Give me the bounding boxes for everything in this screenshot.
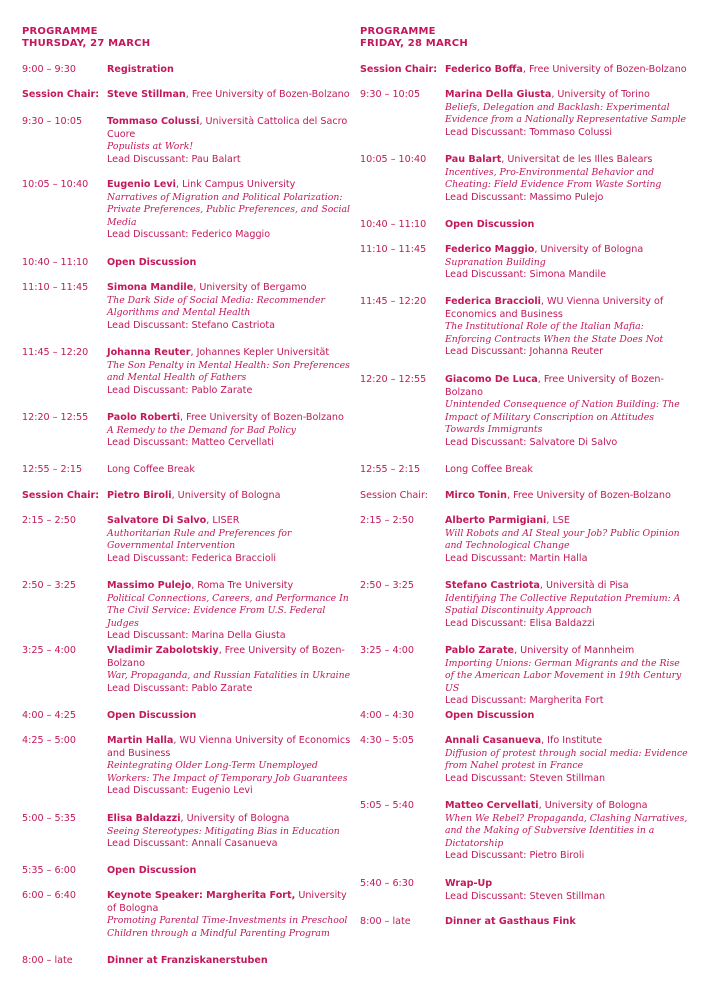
paper-title: Identifying The Collective Reputation Premium: A Spatial Discontinuity Approach [445,592,681,617]
speaker-name: Matteo Cervellati [445,800,539,811]
session-text: Long Coffee Break [107,464,195,475]
time-slot: 11:10 – 11:45 [360,244,427,255]
lead-discussant: Lead Discussant: Annalí Casanueva [107,838,278,850]
session-content [107,865,352,878]
session-title: Dinner at Franziskanerstuben [107,955,268,966]
time-slot: 4:30 – 5:05 [360,735,414,746]
session-content [107,710,352,723]
time-slot: Session Chair: [22,490,100,501]
speaker-affiliation: , LISER [206,515,240,526]
schedule-row [360,89,690,139]
session-content [107,282,352,332]
time-slot: Session Chair: [22,89,100,100]
schedule-row [360,464,690,477]
speaker-name: Martin Halla [107,735,174,746]
schedule-row [360,219,690,232]
schedule-row [360,296,690,359]
lead-discussant: Lead Discussant: Matteo Cervellati [107,437,274,449]
paper-title: Beliefs, Delegation and Backlash: Experimental Evidence from a Nationally Representative Sample [445,101,687,126]
session-content [445,878,690,903]
schedule-row [360,244,690,282]
time-slot: 4:00 – 4:30 [360,710,414,721]
session-content [107,490,352,503]
speaker-affiliation: , Free University of Bozen-Bolzano [185,89,350,100]
paper-title: When We Rebel? Propaganda, Clashing Narratives, and the Making of Subversive Identities in a Dictatorship [445,812,688,849]
session-content [445,374,690,450]
session-title: Dinner at Gasthaus Fink [445,916,576,927]
schedule-row [360,800,690,863]
speaker-affiliation: , University of Torino [551,89,650,100]
speaker-name: Eugenio Levi [107,179,176,190]
session-title: Wrap-Up [445,878,493,889]
schedule-row [22,64,352,77]
day-heading: FRIDAY, 28 MARCH [360,38,468,49]
session-content [107,464,352,477]
schedule-row [360,64,690,77]
speaker-affiliation: , Free University of Bozen-Bolzano [445,374,664,398]
session-content [107,412,352,450]
session-content [107,515,352,565]
schedule-row [22,515,352,565]
session-content [107,116,352,166]
speaker-name: Federico Maggio [445,244,535,255]
time-slot: 9:30 – 10:05 [360,89,421,100]
session-content [107,645,352,695]
schedule-row [360,710,690,723]
speaker-affiliation: , LSE [546,515,570,526]
time-slot: 10:40 – 11:10 [360,219,427,230]
time-slot: Session Chair: [360,490,428,501]
time-slot: 2:15 – 2:50 [22,515,76,526]
paper-title: A Remedy to the Demand for Bad Policy [107,424,296,436]
time-slot: 12:20 – 12:55 [22,412,89,423]
paper-title: Will Robots and AI Steal your Job? Public Opinion and Technological Change [445,527,680,552]
speaker-name: Pietro Biroli [107,490,172,501]
speaker-name: Massimo Pulejo [107,580,192,591]
speaker-affiliation: , WU Vienna University of Economics and Business [445,296,664,320]
speaker-name: Federico Boffa [445,64,523,75]
time-slot: 8:00 – late [22,955,73,966]
session-content [445,916,690,929]
session-content [445,645,690,708]
time-slot: 12:55 – 2:15 [22,464,83,475]
speaker-affiliation: , Università Cattolica del Sacro Cuore [107,116,348,140]
time-slot: 12:55 – 2:15 [360,464,421,475]
time-slot: 2:50 – 3:25 [22,580,76,591]
speaker-affiliation: , Free University of Bozen-Bolzano [107,645,345,669]
speaker-name: Pau Balart [445,154,502,165]
session-content [107,813,352,851]
programme-label: PROGRAMME [22,26,98,37]
thursday-column [22,26,352,966]
lead-discussant: Lead Discussant: Johanna Reuter [445,346,604,358]
session-content [445,515,690,565]
schedule-row [22,645,352,695]
schedule-row [360,580,690,630]
speaker-name: Alberto Parmigiani [445,515,547,526]
lead-discussant: Lead Discussant: Salvatore Di Salvo [445,436,618,448]
day-heading: THURSDAY, 27 MARCH [22,38,151,49]
session-title: Open Discussion [107,865,197,876]
session-content [107,89,352,102]
schedule-row [22,464,352,477]
speaker-affiliation: , Free University of Bozen-Bolzano [180,412,344,423]
session-content [107,64,352,77]
schedule-row [22,955,352,968]
lead-discussant: Lead Discussant: Pau Balart [107,153,241,165]
paper-title: The Institutional Role of the Italian Mafia: Enforcing Contracts When the State Does Not [445,321,664,345]
time-slot: 4:00 – 4:25 [22,710,76,721]
time-slot: 5:40 – 6:30 [360,878,414,889]
schedule-row [22,116,352,166]
speaker-name: Stefano Castriota [445,580,540,591]
session-content [107,955,352,968]
speaker-affiliation: , Ifo Institute [541,735,603,746]
session-content [445,464,690,477]
schedule-row [360,154,690,204]
paper-title: Populists at Work! [107,141,194,153]
speaker-name: Salvatore Di Salvo [107,515,207,526]
session-title: Open Discussion [107,710,197,721]
lead-discussant: Lead Discussant: Tommaso Colussi [445,126,613,138]
lead-discussant: Lead Discussant: Simona Mandile [445,269,607,281]
lead-discussant: Lead Discussant: Steven Stillman [445,890,606,902]
lead-discussant: Lead Discussant: Pablo Zarate [107,384,253,396]
session-content [445,154,690,204]
session-content [445,219,690,232]
lead-discussant: Lead Discussant: Stefano Castriota [107,319,275,331]
speaker-affiliation: , University of Mannheim [514,645,635,656]
time-slot: 5:05 – 5:40 [360,800,414,811]
speaker-affiliation: , University of Bologna [534,244,644,255]
session-content [445,580,690,630]
paper-title: Incentives, Pro-Environmental Behavior and Cheating: Field Evidence From Waste Sorting [445,166,662,191]
schedule-row [360,916,690,929]
schedule-row [360,878,690,903]
paper-title: Political Connections, Careers, and Performance In The Civil Service: Evidence From U.S. Federal Judges [107,592,349,629]
speaker-name: Federica Braccioli [445,296,541,307]
schedule-row [22,179,352,242]
time-slot: 12:20 – 12:55 [360,374,427,385]
speaker-affiliation: University of Bologna [107,890,347,914]
speaker-affiliation: , Roma Tre University [191,580,294,591]
paper-title: Narratives of Migration and Political Polarization: Private Preferences, Public Preferences, and Social Media [107,191,350,228]
session-content [107,179,352,242]
paper-title: Authoritarian Rule and Preferences for Governmental Intervention [107,527,292,552]
paper-title: Promoting Parental Time-Investments in Preschool Children through a Mindful Parenting Program [107,915,348,939]
session-content [445,89,690,139]
schedule-row [22,813,352,851]
session-content [445,490,690,503]
paper-title: Supranation Building [445,256,546,268]
lead-discussant: Lead Discussant: Federica Braccioli [107,552,277,564]
time-slot: 10:05 – 10:40 [360,154,427,165]
schedule-row [22,710,352,723]
speaker-affiliation: , Universitat de les Illes Balears [501,154,653,165]
paper-title: Reintegrating Older Long-Term Unemployed Workers: The Impact of Temporary Job Guarantees [107,760,348,784]
lead-discussant: Lead Discussant: Marina Della Giusta [107,630,286,642]
schedule-row [22,257,352,270]
time-slot: 9:00 – 9:30 [22,64,76,75]
speaker-name: Keynote Speaker: Margherita Fort, [107,890,296,901]
schedule-row [22,890,352,940]
session-title: Registration [107,64,174,75]
speaker-name: Annali Casanueva [445,735,542,746]
schedule-row [22,580,352,643]
speaker-affiliation: , Università di Pisa [539,580,629,591]
paper-title: The Son Penalty in Mental Health: Son Preferences and Mental Health of Fathers [107,359,350,384]
time-slot: 2:15 – 2:50 [360,515,414,526]
paper-title: Diffusion of protest through social media: Evidence from Nahel protest in France [445,747,688,772]
paper-title: Importing Unions: German Migrants and the Rise of the American Labor Movement in 19th Century US [445,657,682,694]
time-slot: 3:25 – 4:00 [22,645,76,656]
speaker-affiliation: , University of Bologna [180,813,290,824]
speaker-name: Paolo Roberti [107,412,181,423]
schedule-row [22,89,352,102]
time-slot: 5:35 – 6:00 [22,865,76,876]
speaker-name: Steve Stillman [107,89,186,100]
speaker-affiliation: , Link Campus University [175,179,296,190]
speaker-affiliation: , University of Bologna [538,800,648,811]
schedule-row [360,645,690,708]
time-slot: 10:05 – 10:40 [22,179,89,190]
session-title: Open Discussion [107,257,197,268]
speaker-name: Mirco Tonin [445,490,507,501]
speaker-affiliation: , University of Bergamo [193,282,307,293]
friday-column [360,26,690,927]
session-content [445,244,690,282]
speaker-name: Marina Della Giusta [445,89,552,100]
session-content [107,257,352,270]
session-content [445,64,690,77]
speaker-affiliation: , University of Bologna [171,490,281,501]
time-slot: 5:00 – 5:35 [22,813,76,824]
time-slot: 6:00 – 6:40 [22,890,76,901]
session-content [445,710,690,723]
lead-discussant: Lead Discussant: Margherita Fort [445,695,604,707]
session-content [107,347,352,397]
lead-discussant: Lead Discussant: Federico Maggio [107,229,271,241]
time-slot: 11:10 – 11:45 [22,282,89,293]
session-title: Open Discussion [445,710,535,721]
time-slot: 11:45 – 12:20 [22,347,89,358]
session-content [445,296,690,359]
speaker-name: Elisa Baldazzi [107,813,181,824]
session-text: Long Coffee Break [445,464,533,475]
session-content [107,735,352,798]
speaker-affiliation: , Johannes Kepler Universität [190,347,330,358]
time-slot: 9:30 – 10:05 [22,116,83,127]
time-slot: 3:25 – 4:00 [360,645,414,656]
time-slot: 2:50 – 3:25 [360,580,414,591]
lead-discussant: Lead Discussant: Massimo Pulejo [445,191,604,203]
lead-discussant: Lead Discussant: Steven Stillman [445,772,606,784]
lead-discussant: Lead Discussant: Pablo Zarate [107,682,253,694]
speaker-name: Giacomo De Luca [445,374,538,385]
schedule-row [22,282,352,332]
paper-title: Seeing Stereotypes: Mitigating Bias in Education [107,825,340,837]
speaker-affiliation: , WU Vienna University of Economics and Business [107,735,351,759]
schedule-row [360,735,690,785]
speaker-name: Pablo Zarate [445,645,515,656]
schedule-row [22,490,352,503]
speaker-name: Vladimir Zabolotskiy [107,645,219,656]
time-slot: Session Chair: [360,64,438,75]
time-slot: 10:40 – 11:10 [22,257,89,268]
schedule-row [360,490,690,503]
lead-discussant: Lead Discussant: Elisa Baldazzi [445,617,595,629]
paper-title: Unintended Consequence of Nation Building: The Impact of Military Conscription on Attitudes Towards Immigrants [445,399,680,436]
speaker-name: Simona Mandile [107,282,194,293]
schedule-row [22,412,352,450]
speaker-name: Tommaso Colussi [107,116,200,127]
speaker-name: Johanna Reuter [107,347,191,358]
time-slot: 8:00 – late [360,916,411,927]
speaker-affiliation: , Free University of Bozen-Bolzano [522,64,687,75]
schedule-row [22,735,352,798]
session-content [445,800,690,863]
session-title: Open Discussion [445,219,535,230]
schedule-row [22,347,352,397]
paper-title: The Dark Side of Social Media: Recommender Algorithms and Mental Health [107,294,325,319]
lead-discussant: Lead Discussant: Pietro Biroli [445,850,585,862]
lead-discussant: Lead Discussant: Eugenio Levi [107,785,253,797]
session-content [107,580,352,643]
time-slot: 4:25 – 5:00 [22,735,76,746]
schedule-row [360,515,690,565]
schedule-row [360,374,690,450]
session-content [107,890,352,940]
programme-label: PROGRAMME [360,26,436,37]
speaker-affiliation: , Free University of Bozen-Bolzano [507,490,671,501]
lead-discussant: Lead Discussant: Martin Halla [445,552,588,564]
paper-title: War, Propaganda, and Russian Fatalities in Ukraine [107,670,351,682]
time-slot: 11:45 – 12:20 [360,296,427,307]
schedule-row [22,865,352,878]
session-content [445,735,690,785]
